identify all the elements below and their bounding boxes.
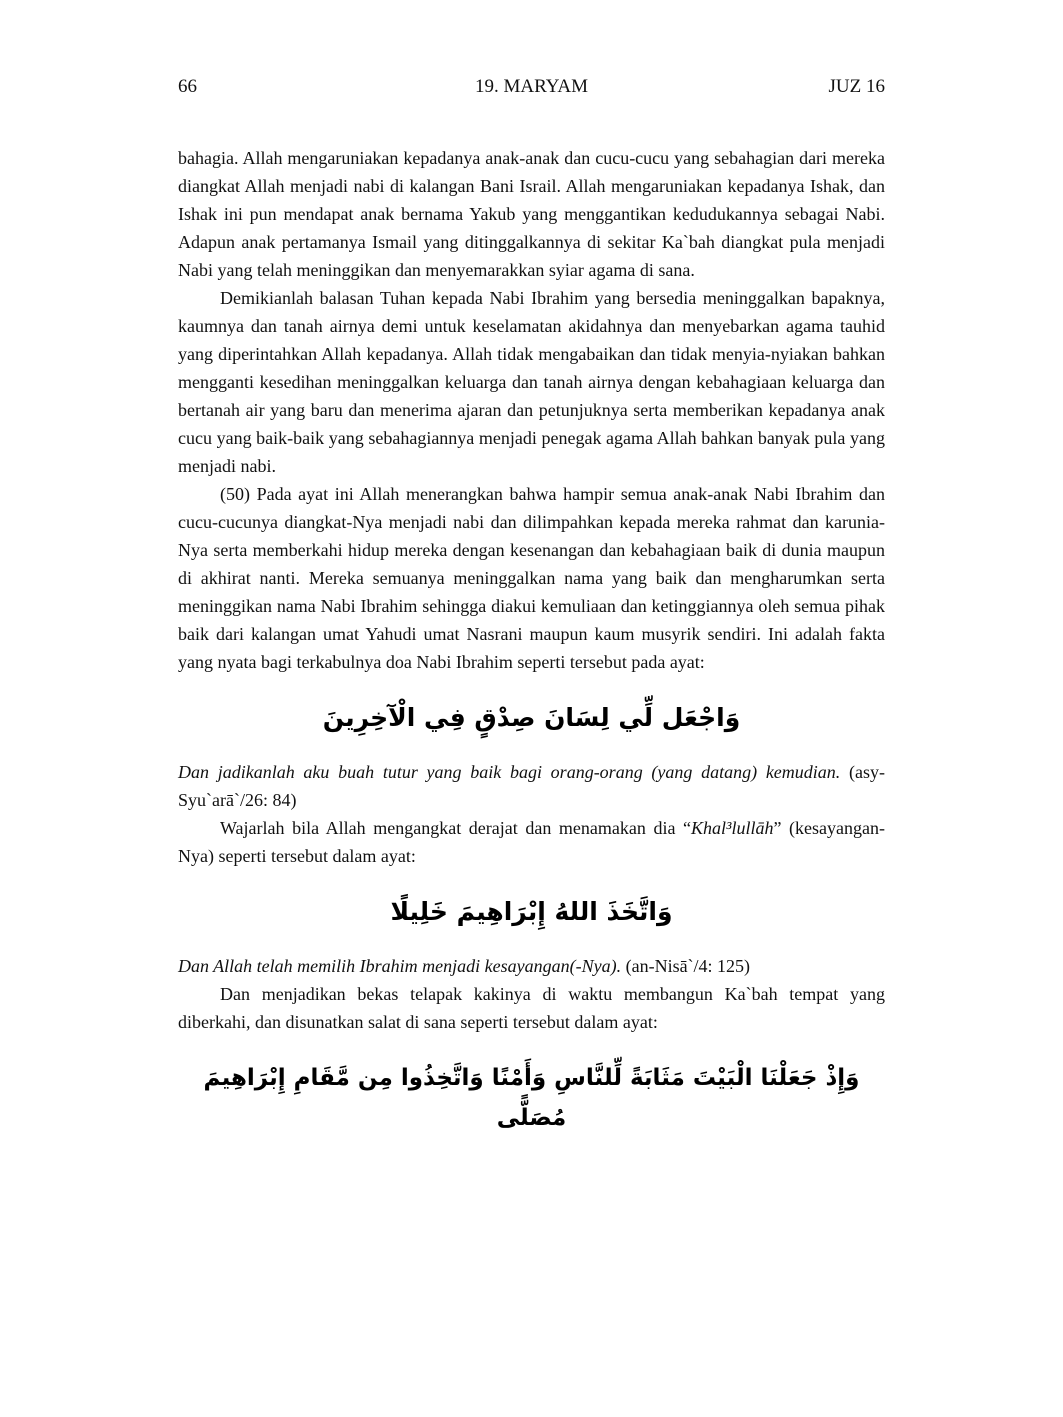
translation-asy-syuara (178, 758, 885, 814)
paragraph-makam-ibrahim: Dan menjadikan bekas telapak kakinya di waktu membangun Ka`bah tempat yang diberkahi, dan disunatkan salat di sana seperti tersebut dalam ayat: (178, 984, 885, 1032)
paragraph-balasan-tuhan: Demikianlah balasan Tuhan kepada Nabi Ibrahim yang bersedia meninggalkan bapaknya, kaumnya dan tanah airnya demi untuk keselamatan akidahnya dan menyebarkan agama tauhid yang diperintahkan Allah kepadanya. Allah tidak mengabaikan dan tidak menyia-nyiakan bahkan mengganti kesedihan meninggalkan keluarga dan tanah airnya dengan kebahagiaan keluarga dan bertanah air yang baru dan menerima ajaran dan petunjuknya serta memberikan kepadanya anak cucu yang baik-baik yang sebahagiannya menjadi penegak agama Allah bahkan banyak pula yang menjadi nabi. (178, 288, 885, 476)
page-header (178, 76, 885, 98)
paragraph-text-post: ” (kesayangan-Nya) seperti tersebut dalam ayat: (178, 818, 885, 866)
chapter-title: 19. MARYAM (475, 76, 588, 97)
translation-an-nisa (178, 952, 885, 980)
verse-reference: (an-Nisā`/4: 125) (621, 956, 751, 976)
juz-label: JUZ 16 (828, 76, 885, 97)
verse-reference: (asy-Syu`arā`/26: 84) (178, 762, 885, 810)
translation-text: Dan Allah telah memilih Ibrahim menjadi kesayangan(-Nya). (178, 956, 622, 976)
arabic-verse-al-baqarah: وَإِذْ جَعَلْنَا الْبَيْتَ مَثَابَةً لِّلنَّاسِ وَأَمْنًا وَاتَّخِذُوا مِن مَّقَامِ إِبْرَاهِيمَ مُصَلًّى (203, 1065, 860, 1131)
paragraph-wajarlah (178, 814, 885, 870)
paragraph-text-pre: Wajarlah bila Allah mengangkat derajat dan menamakan dia “ (220, 818, 692, 838)
translation-text: Dan jadikanlah aku buah tutur yang baik bagi orang-orang (yang datang) kemudian. (178, 762, 841, 782)
paragraph-continuation: bahagia. Allah mengaruniakan kepadanya anak-anak dan cucu-cucu yang sebahagian dari mereka diangkat Allah menjadi nabi di kalangan Bani Israil. Allah mengaruniakan kepadanya Ishak, dan Ishak ini pun mendapat anak bernama Yakub yang menggantikan kedudukannya sebagai Nabi. Adapun anak pertamanya Ismail yang ditinggalkannya di sekitar Ka`bah diangkat pula menjadi Nabi yang telah meninggikan dan menyemarakkan syiar agama di sana. (178, 148, 885, 280)
arabic-verse-asy-syuara: وَاجْعَل لِّي لِسَانَ صِدْقٍ فِي الْآخِرِينَ (322, 703, 741, 732)
arabic-verse-an-nisa: وَاتَّخَذَ اللهُ إِبْرَاهِيمَ خَلِيلًا (390, 897, 673, 926)
page-number: 66 (178, 76, 197, 97)
term-khalilullah: Khal³lullāh (691, 818, 774, 838)
paragraph-ayat-50: (50) Pada ayat ini Allah menerangkan bahwa hampir semua anak-anak Nabi Ibrahim dan cucu-cucunya diangkat-Nya menjadi nabi dan dilimpahkan kepada mereka rahmat dan karunia-Nya serta memberkahi hidup mereka dengan kesenangan dan kebahagiaan baik di dunia maupun di akhirat nanti. Mereka semuanya meninggalkan nama yang baik dan mengharumkan serta meninggikan nama Nabi Ibrahim sehingga diakui kemuliaan dan ketinggiannya oleh semua pihak baik dari kalangan umat Yahudi umat Nasrani maupun kaum musyrik sendiri. Ini adalah fakta yang nyata bagi terkabulnya doa Nabi Ibrahim seperti tersebut pada ayat: (178, 484, 885, 672)
page-body (178, 144, 885, 1138)
